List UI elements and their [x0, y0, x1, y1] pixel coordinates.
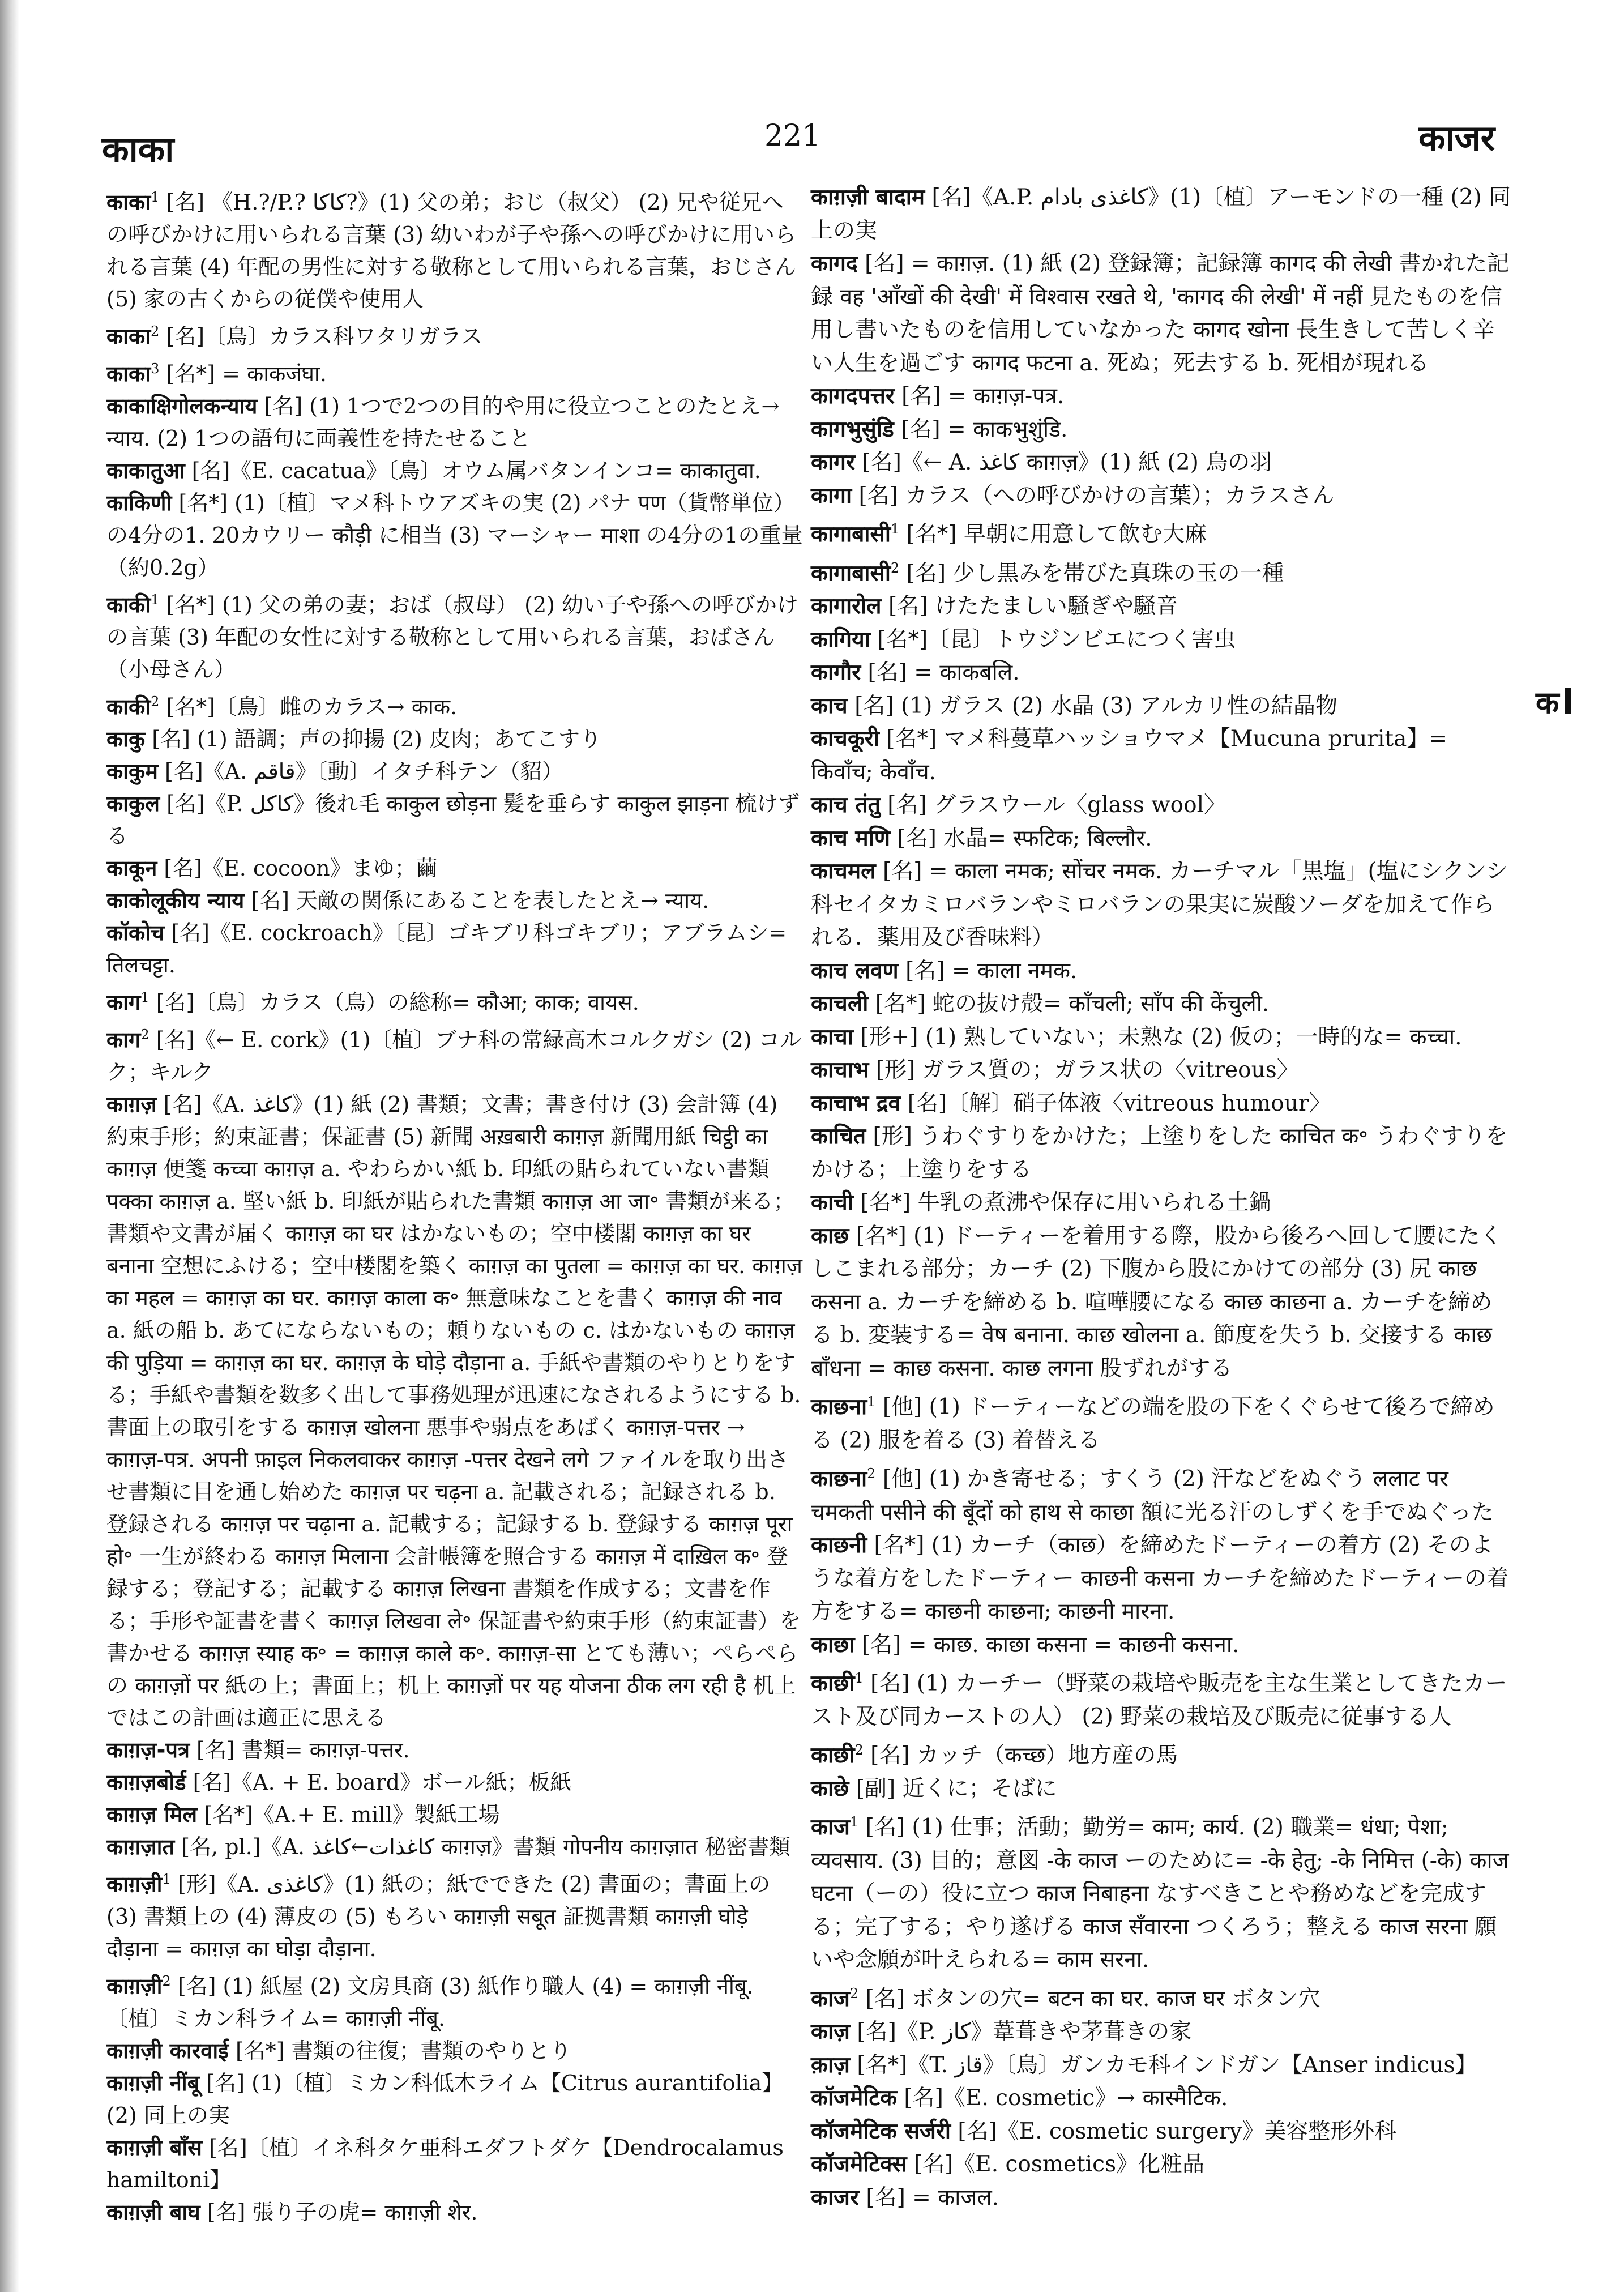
entry-definition: [名]《E. cacatua》〔鳥〕オウム属バタンインコ= काकातुवा.: [185, 458, 761, 483]
entry-homograph-number: 1: [890, 521, 900, 537]
header-left-headword: काका: [102, 129, 174, 170]
dictionary-entry: [106, 181, 803, 315]
entry-headword: काग़ज़बोर्ड: [106, 1770, 186, 1795]
entry-homograph-number: 2: [162, 1973, 171, 1989]
entry-headword: काचाभ: [811, 1057, 869, 1083]
dictionary-entry: [811, 552, 1512, 591]
entry-headword: काकातुआ: [106, 458, 185, 483]
entry-headword: काग़ज़ी: [106, 1974, 163, 1999]
entry-headword: काज: [811, 1815, 850, 1840]
dictionary-entry: [811, 1457, 1512, 1529]
dictionary-entry: [811, 2182, 1512, 2215]
dictionary-entry: [106, 455, 803, 487]
dictionary-entry: [106, 2196, 803, 2229]
dictionary-entry: [106, 981, 803, 1019]
entry-definition: [名] (1) 仕事；活動；勤労= काम; कार्य. (2) 職業= धंधा; पेशा; व्यवसाय. (3) 目的；意図 -के काज ーのために= -के हेतु; -के निमित्त (-के) काज घटना（ーの）役に立つ काज निबाहना なすべきことや務めなどを完成する；完了する；やり遂げる काज सँवारना つくろう；整える काज सरना 願いや念願が叶えられる= काम सरना.: [811, 1815, 1509, 1973]
entry-definition: [名*] = काकजंघा.: [159, 361, 327, 386]
entry-homograph-number: 1: [162, 1871, 171, 1887]
dictionary-entry: [811, 1773, 1512, 1806]
entry-definition: [名]《A.P. كاغذى بادام》(1)〔植〕アーモンドの一種 (2) 同上の実: [811, 185, 1511, 244]
entry-headword: कागाबासी: [811, 522, 891, 547]
dictionary-entry: [811, 480, 1512, 513]
dictionary-entry: [106, 487, 803, 584]
entry-homograph-number: 1: [151, 189, 160, 205]
entry-homograph-number: 1: [867, 1394, 876, 1410]
entry-definition: [名]〔植〕イネ科タケ亜科エダフトダケ【Dendrocalamus hamiltoni】: [106, 2135, 784, 2192]
dictionary-entry: [811, 2049, 1512, 2082]
dictionary-entry: [811, 590, 1512, 624]
dictionary-entry: [106, 1734, 803, 1766]
entry-headword: काछ: [811, 1223, 849, 1249]
dictionary-entry: [106, 1799, 803, 1831]
entry-definition: [名*] (1) 父の弟の妻；おば（叔母） (2) 幼い子や孫への呼びかけの言葉 (3) 年配の女性に対する敬称として用いられる言葉，おばさん（小母さん）: [106, 592, 799, 682]
dictionary-entry: [811, 1054, 1512, 1087]
dictionary-entry: [811, 955, 1512, 988]
entry-headword: काज़: [811, 2019, 850, 2045]
entry-definition: [名*] 書類の往復；書類のやりとり: [228, 2038, 571, 2063]
entry-definition: [名] = काग़ज़-पत्र.: [894, 383, 1065, 409]
dictionary-entry: [106, 1019, 803, 1089]
dictionary-entry: [811, 2082, 1512, 2115]
entry-headword: काग़ज़ात: [106, 1834, 175, 1859]
entry-definition: [名]《E. cosmetic》→ कास्मैटिक.: [897, 2085, 1228, 2111]
entry-headword: काग़ज़: [106, 1092, 157, 1117]
scan-edge-shadow: [0, 0, 19, 2292]
dictionary-entry: [106, 1831, 803, 1863]
dictionary-entry: [811, 446, 1512, 480]
dictionary-entry: [811, 1529, 1512, 1629]
entry-headword: काच: [811, 693, 848, 719]
entry-headword: काछी: [811, 1743, 855, 1768]
entry-headword: काचाभ द्रव: [811, 1090, 901, 1116]
dictionary-entry: [811, 822, 1512, 856]
dictionary-entry: [811, 1977, 1512, 2016]
entry-definition: [副] 近くに；そばに: [849, 1775, 1057, 1802]
entry-homograph-number: 2: [140, 1027, 149, 1043]
entry-homograph-number: 2: [151, 323, 160, 339]
entry-headword: कॉजमेटिक: [811, 2085, 898, 2111]
entry-definition: [名] 張り子の虎= काग़ज़ी शेर.: [200, 2200, 478, 2225]
dictionary-entry: [811, 2115, 1512, 2149]
entry-definition: [名] (1) 紙屋 (2) 文房具商 (3) 紙作り職人 (4) = काग़ज़ी नींबू. 〔植〕ミカン科ライム= काग़ज़ी नींबू.: [106, 1974, 754, 2031]
entry-headword: कॉकोच: [106, 920, 165, 945]
dictionary-entry: [811, 1629, 1512, 1662]
dictionary-entry: [106, 2067, 803, 2132]
entry-headword: काचली: [811, 991, 869, 1017]
entry-definition: [名] = काछ. काछा कसना = काछनी कसना.: [854, 1632, 1240, 1658]
entry-headword: काछी: [811, 1671, 855, 1696]
dictionary-entry: [811, 1734, 1512, 1773]
dictionary-entry: [106, 1089, 803, 1734]
dictionary-entry: [811, 513, 1512, 552]
dictionary-entry: [811, 1087, 1512, 1121]
entry-headword: काचित: [811, 1124, 866, 1149]
entry-definition: [名] けたたましい騒ぎや騒音: [881, 594, 1178, 619]
dictionary-entry: [811, 1186, 1512, 1220]
entry-headword: काकुम: [106, 759, 158, 784]
dictionary-entry: [811, 1662, 1512, 1734]
entry-homograph-number: 1: [854, 1670, 864, 1686]
dictionary-entry: [811, 1021, 1512, 1055]
dictionary-entry: [106, 852, 803, 885]
entry-definition: [名*]《T. قاز》〔鳥〕ガンカモ科インドガン【Anser indicus】: [850, 2052, 1477, 2078]
entry-headword: काछना: [811, 1466, 867, 1492]
dictionary-entry: [811, 1220, 1512, 1386]
entry-headword: काका: [106, 361, 151, 386]
entry-definition: [形+] (1) 熟していない；未熟な (2) 仮の；一時的な= कच्चा.: [853, 1024, 1462, 1050]
entry-definition: [名]《E. cocoon》まゆ；繭: [157, 856, 438, 881]
entry-headword: काच मणि: [811, 825, 891, 851]
entry-homograph-number: 3: [151, 361, 160, 377]
entry-definition: [名*] 牛乳の煮沸や保存に用いられる土鍋: [853, 1190, 1271, 1215]
entry-headword: काकी: [106, 592, 151, 617]
entry-definition: [名] = काग़ज़. (1) 紙 (2) 登録簿；記録簿 कागद की लेखी 書かれた記録 वह 'आँखों की देखी' में विश्वास रखते थे, 'कागद की लेखी' में नहीं 見たものを信用し書いたものを信用していなかった कागद खोना 長生きして苦しく辛い人生を過ごす कागद फटना a. 死ぬ；死去する b. 死相が現れる: [811, 251, 1510, 376]
dictionary-entry: [106, 788, 803, 852]
entry-definition: [名] (1)〔植〕ミカン科低木ライム【Citrus aurantifolia】(2) 同上の実: [106, 2071, 784, 2128]
dictionary-entry: [811, 181, 1512, 247]
entry-headword: काका: [106, 190, 151, 215]
left-column: [106, 181, 803, 2229]
entry-definition: [形] ガラス質の；ガラス状の〈vitreous〉: [869, 1057, 1299, 1083]
entry-headword: काग़ज़ मिल: [106, 1802, 198, 1827]
dictionary-entry: [811, 789, 1512, 822]
entry-headword: कागा: [811, 483, 852, 509]
entry-definition: [名] (1) 1つで2つの目的や用に役立つことのたとえ→ न्याय. (2) 1つの語句に両義性を持たせること: [106, 394, 780, 451]
entry-headword: कागाबासी: [811, 560, 891, 586]
entry-homograph-number: 1: [140, 989, 149, 1005]
dictionary-entry: [811, 656, 1512, 690]
entry-headword: काग़ज़ी: [106, 1872, 163, 1897]
thumb-index-tab: [1536, 684, 1571, 718]
entry-headword: काकाक्षिगोलकन्याय: [106, 394, 258, 419]
dictionary-entry: [811, 2016, 1512, 2049]
entry-definition: [名*] 早朝に用意して飲む大麻: [899, 522, 1207, 547]
entry-headword: काग़ज़-पत्र: [106, 1738, 190, 1762]
entry-definition: [名*] 蛇の抜け殻= काँचली; साँप की केंचुली.: [868, 991, 1270, 1017]
entry-headword: कागदपत्तर: [811, 383, 895, 409]
entry-definition: [名]《E. cockroach》〔昆〕ゴキブリ科ゴキブリ；アブラムシ= तिलचट्टा.: [106, 920, 787, 978]
dictionary-entry: [811, 2148, 1512, 2182]
dictionary-entry: [811, 855, 1512, 955]
dictionary-entry: [811, 1806, 1512, 1977]
entry-definition: [名] = काजल.: [858, 2184, 999, 2210]
entry-headword: काछे: [811, 1775, 849, 1802]
entry-headword: कागभुसुंडि: [811, 416, 894, 442]
entry-definition: [名] (1) カーチー（野菜の栽培や販売を主な生業としてきたカースト及び同カーストの人） (2) 野菜の栽培及び販売に従事する人: [811, 1671, 1507, 1730]
entry-headword: काग: [106, 990, 141, 1015]
dictionary-entry: [106, 885, 803, 917]
entry-headword: कागिया: [811, 626, 870, 652]
entry-headword: काग़ज़ी बाँस: [106, 2135, 202, 2160]
entry-headword: काजर: [811, 2184, 859, 2210]
dictionary-entry: [811, 380, 1512, 413]
entry-definition: [名*]〔昆〕トウジンビエにつく害虫: [870, 626, 1236, 652]
dictionary-entry: [106, 756, 803, 788]
entry-headword: काचकूरी: [811, 726, 879, 752]
entry-definition: [名*] マメ科蔓草ハッショウマメ【Mucuna prurita】= किवाँच; केवाँच.: [811, 726, 1447, 785]
page-number: 221: [764, 119, 821, 153]
entry-headword: काग़ज़ी कारवाई: [106, 2038, 229, 2063]
entry-definition: [名] グラスウール〈glass wool〉: [880, 792, 1226, 818]
dictionary-entry: [106, 390, 803, 455]
entry-headword: कॉजमेटिक्स: [811, 2152, 907, 2177]
entry-headword: काज: [811, 1986, 850, 2012]
entry-definition: [名] = काकभुशुंडि.: [894, 416, 1068, 442]
entry-headword: काच लवण: [811, 958, 899, 984]
entry-definition: [名] ボタンの穴= बटन का घर. काज घर ボタン穴: [858, 1986, 1320, 2012]
entry-homograph-number: 2: [854, 1742, 864, 1758]
dictionary-entry: [106, 2035, 803, 2067]
entry-definition: [名, pl.]《A. كاغذات←كاغذ काग़ज़》書類 गोपनीय काग़ज़ात 秘密書類: [174, 1834, 791, 1859]
entry-definition: [名]《E. cosmetic surgery》美容整形外科: [950, 2118, 1397, 2144]
entry-definition: [名] = काला नमक; सोंचर नमक. カーチマル「黒塩」(塩にシクンシ科セイタカミロバランやミロバランの果実に炭酸ソーダを加えて作られる．薬用及び香味料）: [811, 859, 1508, 950]
entry-headword: काचा: [811, 1024, 853, 1050]
entry-definition: [名]《A. كاغذ》(1) 紙 (2) 書類；文書；書き付け (3) 会計簿 (4) 約束手形；約束証書；保証書 (5) 新聞 अख़बारी काग़ज़ 新聞用紙 चिट्ठी का काग़ज़ 便箋 कच्चा काग़ज़ a. やわらかい紙 b. 印紙の貼られていない書類 पक्का काग़ज़ a. 堅い紙 b. 印紙が貼られた書類 काग़ज़ आ जा॰ 書類が来る；書類や文書が届く काग़ज़ का घर はかないもの；空中楼閣 काग़ज़ का घर बनाना 空想にふける；空中楼閣を築く काग़ज़ का पुतला = काग़ज़ का घर. काग़ज़ का महल = काग़ज़ का घर. काग़ज़ काला क॰ 無意味なことを書く काग़ज़ की नाव a. 紙の船 b. あてにならないもの；頼りないもの c. はかないもの काग़ज़ की पुड़िया = काग़ज़ का घर. काग़ज़ के घोड़े दौड़ाना a. 手紙や書類のやりとりをする；手紙や書類を数多く出して事務処理が迅速になされるようにする b. 書面上の取引をする काग़ज़ खोलना 悪事や弱点をあばく काग़ज़-पत्तर → काग़ज़-पत्र. अपनी फ़ाइल निकलवाकर काग़ज़ -पत्तर देखने लगे ファイルを取り出させ書類に目を通し始めた काग़ज़ पर चढ़ना a. 記載される；記録される b. 登録される काग़ज़ पर चढ़ाना a. 記載する；記録する b. 登録する काग़ज़ पूरा हो॰ 一生が終わる काग़ज़ मिलाना 会計帳簿を照合する काग़ज़ में दाख़िल क॰ 登録する；登記する；記載する काग़ज़ लिखना 書類を作成する；文書を作る；手形や証書を書く काग़ज़ लिखवा ले॰ 保証書や約束手形（約束証書）を書かせる काग़ज़ स्याह क॰ = काग़ज़ काले क॰. काग़ज़-सा とても薄い；ぺらぺらの काग़ज़ों पर 紙の上；書面上；机上 काग़ज़ों पर यह योजना ठीक लग रही है 机上ではこの計画は適正に思える: [106, 1092, 802, 1730]
entry-definition: [名]《← A. كاغذ काग़ज़》(1) 紙 (2) 鳥の羽: [854, 450, 1272, 475]
entry-headword: काग़ज़ी बादाम: [811, 185, 925, 210]
dictionary-entry: [106, 353, 803, 390]
entry-definition: [名*] (1)〔植〕マメ科トウアズキの実 (2) パナ पण（貨幣単位）の4分の1. 20カウリー कौड़ी に相当 (3) マーシャー माशा の4分の1の重量（約0.2g）: [106, 490, 803, 580]
entry-definition: [名]〔鳥〕カラス（鳥）の総称= कौआ; काक; वायस.: [149, 990, 639, 1015]
entry-headword: कागारोल: [811, 594, 882, 619]
dictionary-entry: [811, 1120, 1512, 1186]
entry-homograph-number: 2: [890, 560, 900, 576]
dictionary-entry: [106, 686, 803, 723]
dictionary-entry: [106, 723, 803, 756]
dictionary-entry: [811, 988, 1512, 1021]
entry-definition: [名] 書類= काग़ज़-पत्तर.: [189, 1738, 410, 1762]
entry-definition: [他] (1) かき寄せる；すくう (2) 汗などをぬぐう ललाट पर चमकती पसीने की बूँदों को हाथ से काछा 額に光る汗のしずくを手でぬぐった: [811, 1466, 1494, 1525]
entry-headword: काकी: [106, 694, 151, 719]
entry-definition: [名]〔解〕硝子体液〈vitreous humour〉: [900, 1090, 1331, 1116]
entry-headword: काचमल: [811, 859, 876, 884]
dictionary-entry: [106, 315, 803, 353]
entry-headword: कागौर: [811, 660, 861, 685]
page-header: [102, 108, 1495, 176]
dictionary-entry: [811, 690, 1512, 723]
entry-definition: [名]《A. قاقم》〔動〕イタチ科テン（貂）: [157, 759, 563, 784]
entry-definition: [名] = काला नमक.: [898, 958, 1078, 984]
dictionary-entry: [811, 723, 1512, 789]
header-right-headword: काजर: [1418, 117, 1495, 159]
entry-headword: कागर: [811, 450, 855, 475]
dictionary-entry: [106, 917, 803, 981]
entry-definition: [形]《A. كاغذى》(1) 紙の；紙でできた (2) 書面の；書面上の (3) 書類上の (4) 薄皮の (5) もろい काग़ज़ी सबूत 証拠書類 काग़ज़ी घोड़े दौड़ाना = काग़ज़ का घोड़ा दौड़ाना.: [106, 1872, 771, 1961]
entry-headword: काछा: [811, 1632, 855, 1658]
entry-definition: [名] 天敵の関係にあることを表したとえ→ न्याय.: [244, 888, 710, 913]
entry-definition: [名]《A. + E. board》ボール紙；板紙: [186, 1770, 572, 1795]
dictionary-entry: [811, 624, 1512, 657]
entry-headword: काछना: [811, 1394, 867, 1420]
entry-headword: काका: [106, 324, 151, 349]
entry-definition: [名] = काकबलि.: [861, 660, 1020, 685]
entry-definition: [名] (1) ガラス (2) 水晶 (3) アルカリ性の結晶物: [847, 693, 1338, 719]
entry-definition: [名]《E. cosmetics》化粧品: [907, 2152, 1204, 2177]
entry-definition: [名] 水晶= स्फटिक; बिल्लौर.: [890, 825, 1152, 851]
dictionary-entry: [106, 584, 803, 686]
entry-headword: क़ाज़: [811, 2052, 850, 2078]
entry-headword: काछनी: [811, 1533, 867, 1558]
entry-headword: काकिणी: [106, 490, 172, 515]
entry-homograph-number: 1: [850, 1814, 859, 1830]
entry-definition: [名*] (1) カーチ（काछ）を締めたドーティーの着方 (2) そのような着方をしたドーティー काछनी कसना カーチを締めたドーティーの着方をする= काछनी काछना; काछनी मारना.: [811, 1533, 1509, 1624]
dictionary-entry: [106, 1766, 803, 1799]
entry-homograph-number: 2: [151, 694, 160, 710]
dictionary-entry: [106, 1965, 803, 2035]
entry-headword: काग़ज़ी बाघ: [106, 2200, 200, 2225]
entry-definition: [名]《P. کاز》葦葺きや茅葺きの家: [850, 2019, 1192, 2045]
entry-headword: काकून: [106, 856, 157, 881]
entry-definition: [他] (1) ドーティーなどの端を股の下をくぐらせて後ろで締める (2) 服を着る (3) 着替える: [811, 1394, 1495, 1453]
entry-headword: कॉजमेटिक सर्जरी: [811, 2118, 951, 2144]
thumb-index-letter: क: [1536, 685, 1559, 720]
entry-definition: [名] カラス（への呼びかけの言葉）；カラスさん: [852, 483, 1335, 509]
entry-definition: [名] 少し黒みを帯びた真珠の玉の一種: [899, 560, 1284, 586]
entry-headword: काच तंतु: [811, 792, 881, 818]
entry-definition: [名] カッチ（कच्छ）地方産の馬: [863, 1743, 1178, 1768]
entry-headword: काची: [811, 1190, 853, 1215]
entry-headword: काग: [106, 1027, 141, 1052]
right-column: [811, 181, 1512, 2214]
entry-homograph-number: 2: [850, 1985, 859, 2001]
entry-headword: काग़ज़ी नींबू: [106, 2071, 200, 2095]
entry-definition: [名]《P. کاکل》後れ毛 काकुल छोड़ना 髪を垂らす काकुल झाड़ना 梳けずる: [106, 791, 800, 848]
entry-headword: कागद: [811, 251, 858, 276]
entry-headword: काकु: [106, 727, 146, 752]
entry-definition: [名*]《A.+ E. mill》製紙工場: [197, 1802, 500, 1827]
entry-homograph-number: 1: [151, 592, 160, 608]
dictionary-entry: [811, 413, 1512, 447]
entry-headword: काकोलूकीय न्याय: [106, 888, 245, 913]
entry-definition: [形] うわぐすりをかけた；上塗りをした काचित क॰ うわぐすりをかける；上塗りをする: [811, 1124, 1508, 1183]
entry-definition: [名]〔鳥〕カラス科ワタリガラス: [159, 324, 483, 349]
dictionary-entry: [106, 1863, 803, 1965]
dictionary-entry: [811, 1385, 1512, 1457]
entry-homograph-number: 2: [867, 1466, 876, 1482]
entry-definition: [名*] (1) ドーティーを着用する際，股から後ろへ回して腰にたくしこまれる部分；カーチ (2) 下腹から股にかけての部分 (3) 尻 काछ कसना a. カーチを締める b. 喧嘩腰になる काछ काछना a. カーチを締める b. 変装する= वेष बनाना. काछ खोलना a. 節度を失う b. 交接する काछ बाँधना = काछ कसना. काछ लगना 股ずれがする: [811, 1223, 1502, 1381]
dictionary-entry: [811, 247, 1512, 380]
dictionary-entry: [106, 2132, 803, 2196]
entry-definition: [名]《← E. cork》(1)〔植〕ブナ科の常緑高木コルクガシ (2) コルク；キルク: [106, 1027, 802, 1085]
thumb-index-bar: [1565, 688, 1571, 714]
entry-definition: [名] 《H.?/P.? کاکا?》(1) 父の弟；おじ（叔父） (2) 兄や従兄への呼びかけに用いられる言葉 (3) 幼いわが子や孫への呼びかけに用いられる言葉 (4) 年配の男性に対する敬称として用いられる言葉，おじさん (5) 家の古くからの従僕や使用人: [106, 190, 796, 311]
entry-definition: [名*]〔鳥〕雌のカラス→ काक.: [159, 694, 458, 719]
entry-definition: [名] (1) 語調；声の抑揚 (2) 皮肉；あてこすり: [145, 727, 601, 752]
entry-headword: काकुल: [106, 791, 160, 816]
